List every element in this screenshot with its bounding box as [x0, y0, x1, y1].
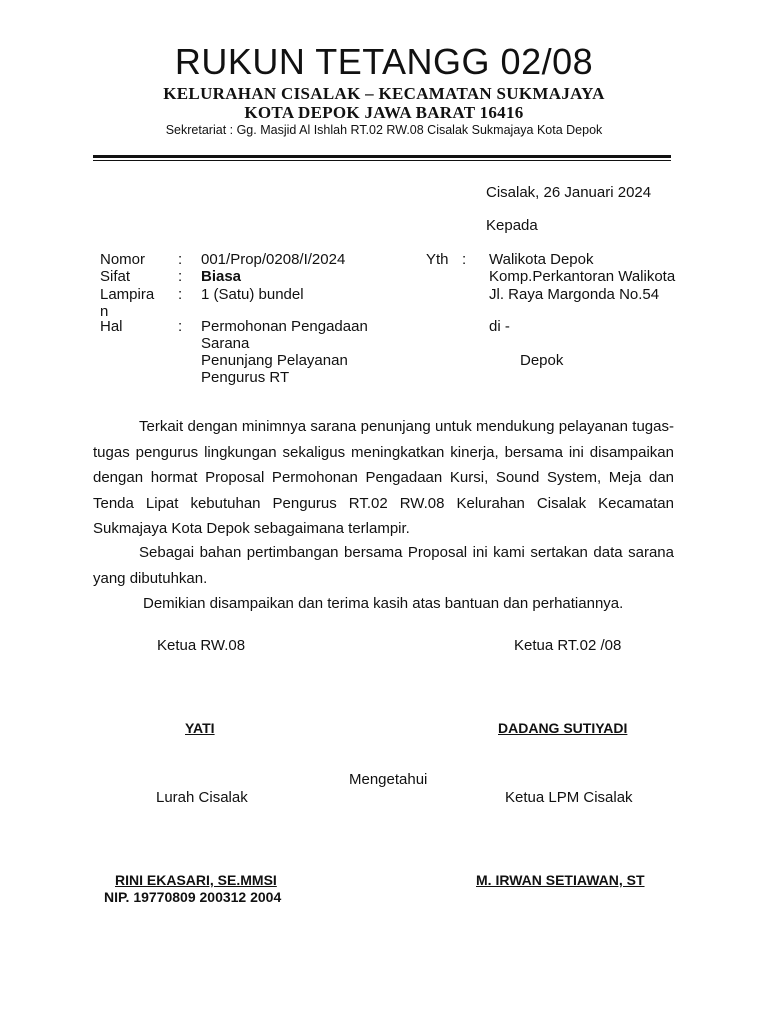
body-paragraph-1: Terkait dengan minimnya sarana penunjang untuk mendukung pelayanan tugas-tugas pengurus lingkungan sekaligus meningkatkan kinerja, bersama ini disampaikan dengan hormat Proposal Permohonan Pengadaan Kursi, Sound System, Meja dan Tenda Lipat kebutuhan Pengurus RT.02 RW.08 Kelurahan Cisalak Kecamatan Sukmajaya Kota Depok sebagaimana terlampir. — [93, 418, 674, 537]
letterhead-title: RUKUN TETANGG 02/08 — [174, 41, 594, 82]
mengetahui-label: Mengetahui — [349, 771, 428, 788]
lurah-signatory-name: RINI EKASARI, SE.MMSI — [115, 872, 277, 888]
sifat-value: Biasa — [201, 268, 242, 285]
body-paragraph-3: Demikian disampaikan dan terima kasih atas bantuan dan perhatiannya. — [143, 595, 624, 612]
letterhead-rule-thin — [93, 160, 671, 161]
hal-line: Pengurus RT — [201, 369, 290, 386]
body-paragraph-2: Sebagai bahan pertimbangan bersama Proposal ini kami sertakan data sarana yang dibutuhkan. — [93, 544, 674, 587]
date-place: Cisalak, 26 Januari 2024 — [486, 184, 652, 201]
recipient-line: Komp.Perkantoran Walikota — [489, 268, 676, 285]
lampiran-colon: : — [178, 286, 183, 303]
recipient-city: Depok — [520, 352, 564, 369]
recipient-line: Walikota Depok — [489, 251, 594, 268]
lampiran-label: Lampira — [100, 286, 155, 303]
lurah-nip: NIP. 19770809 200312 2004 — [104, 889, 282, 905]
letterhead-secretariat: Sekretariat : Gg. Masjid Al Ishlah RT.02 RW.08 Cisalak Sukmajaya Kota Depok — [165, 123, 603, 137]
yth-label: Yth — [426, 251, 449, 268]
nomor-value: 001/Prop/0208/I/2024 — [201, 251, 346, 268]
sifat-colon: : — [178, 268, 183, 285]
rw-title: Ketua RW.08 — [157, 637, 246, 654]
hal-line: Sarana — [201, 335, 250, 352]
recipient-di: di - — [489, 318, 510, 335]
nomor-colon: : — [178, 251, 183, 268]
hal-colon: : — [178, 318, 183, 335]
sifat-label: Sifat — [100, 268, 131, 285]
lampiran-label-wrap: n — [100, 303, 109, 320]
letterhead-kota: KOTA DEPOK JAWA BARAT 16416 — [244, 103, 524, 122]
lurah-title: Lurah Cisalak — [156, 789, 248, 806]
lpm-signatory-name: M. IRWAN SETIAWAN, ST — [476, 872, 645, 888]
kepada-label: Kepada — [486, 217, 538, 234]
lampiran-value: 1 (Satu) bundel — [201, 286, 304, 303]
letterhead-rule-thick — [93, 155, 671, 158]
rt-title: Ketua RT.02 /08 — [514, 637, 622, 654]
rw-signatory-name: YATI — [185, 720, 215, 736]
lpm-title: Ketua LPM Cisalak — [505, 789, 633, 806]
hal-line: Penunjang Pelayanan — [201, 352, 348, 369]
letterhead-kelurahan: KELURAHAN CISALAK – KECAMATAN SUKMAJAYA — [163, 84, 605, 103]
recipient-line: Jl. Raya Margonda No.54 — [489, 286, 660, 303]
yth-colon: : — [462, 251, 467, 268]
hal-line: Permohonan Pengadaan — [201, 318, 368, 335]
nomor-label: Nomor — [100, 251, 146, 268]
hal-label: Hal — [100, 318, 123, 335]
rt-signatory-name: DADANG SUTIYADI — [498, 720, 628, 736]
